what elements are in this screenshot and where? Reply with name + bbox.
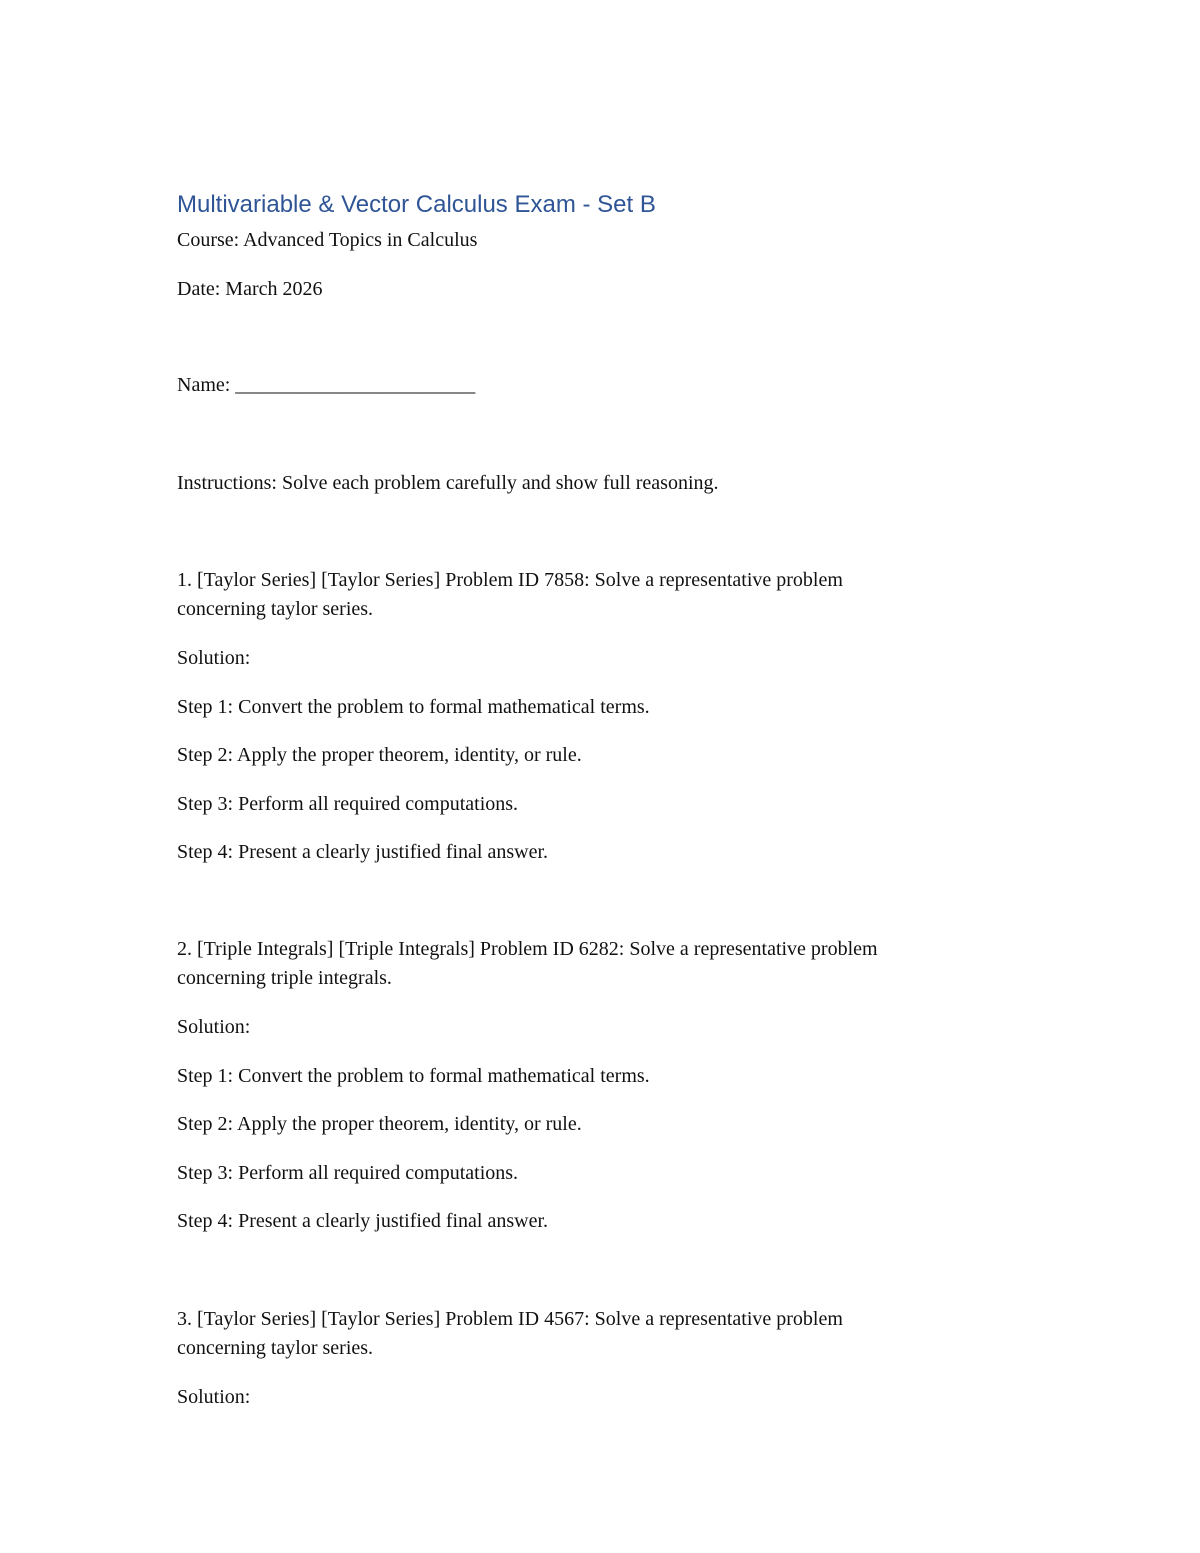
problem-2-solution-label: Solution: (177, 1016, 251, 1038)
course-line: Course: Advanced Topics in Calculus (177, 229, 478, 251)
problem-2-step-1: Step 1: Convert the problem to formal mathematical terms. (177, 1065, 650, 1087)
date-line: Date: March 2026 (177, 278, 323, 300)
problem-2-step-3: Step 3: Perform all required computations. (177, 1162, 519, 1184)
problem-1-text-line-2: concerning taylor series. (177, 598, 374, 620)
problem-1-step-3: Step 3: Perform all required computations. (177, 793, 519, 815)
problem-2-step-4: Step 4: Present a clearly justified final answer. (177, 1210, 549, 1232)
problem-2-text-line-2: concerning triple integrals. (177, 967, 392, 989)
problem-3-solution-label: Solution: (177, 1386, 251, 1408)
problem-2-text-line-1: 2. [Triple Integrals] [Triple Integrals] Problem ID 6282: Solve a representative problem (177, 938, 878, 960)
problem-1-step-4: Step 4: Present a clearly justified final answer. (177, 841, 549, 863)
problem-2-step-2: Step 2: Apply the proper theorem, identity, or rule. (177, 1113, 582, 1135)
problem-1-solution-label: Solution: (177, 647, 251, 669)
name-field-line: Name: ________________________ (177, 374, 476, 396)
problem-3-text-line-1: 3. [Taylor Series] [Taylor Series] Problem ID 4567: Solve a representative problem (177, 1308, 843, 1330)
instructions-line: Instructions: Solve each problem carefully and show full reasoning. (177, 472, 719, 494)
problem-1-step-2: Step 2: Apply the proper theorem, identity, or rule. (177, 744, 582, 766)
document-title: Multivariable & Vector Calculus Exam - Set B (177, 191, 656, 218)
problem-3-text-line-2: concerning taylor series. (177, 1337, 374, 1359)
problem-1-text-line-1: 1. [Taylor Series] [Taylor Series] Problem ID 7858: Solve a representative problem (177, 569, 843, 591)
problem-1-step-1: Step 1: Convert the problem to formal mathematical terms. (177, 696, 650, 718)
